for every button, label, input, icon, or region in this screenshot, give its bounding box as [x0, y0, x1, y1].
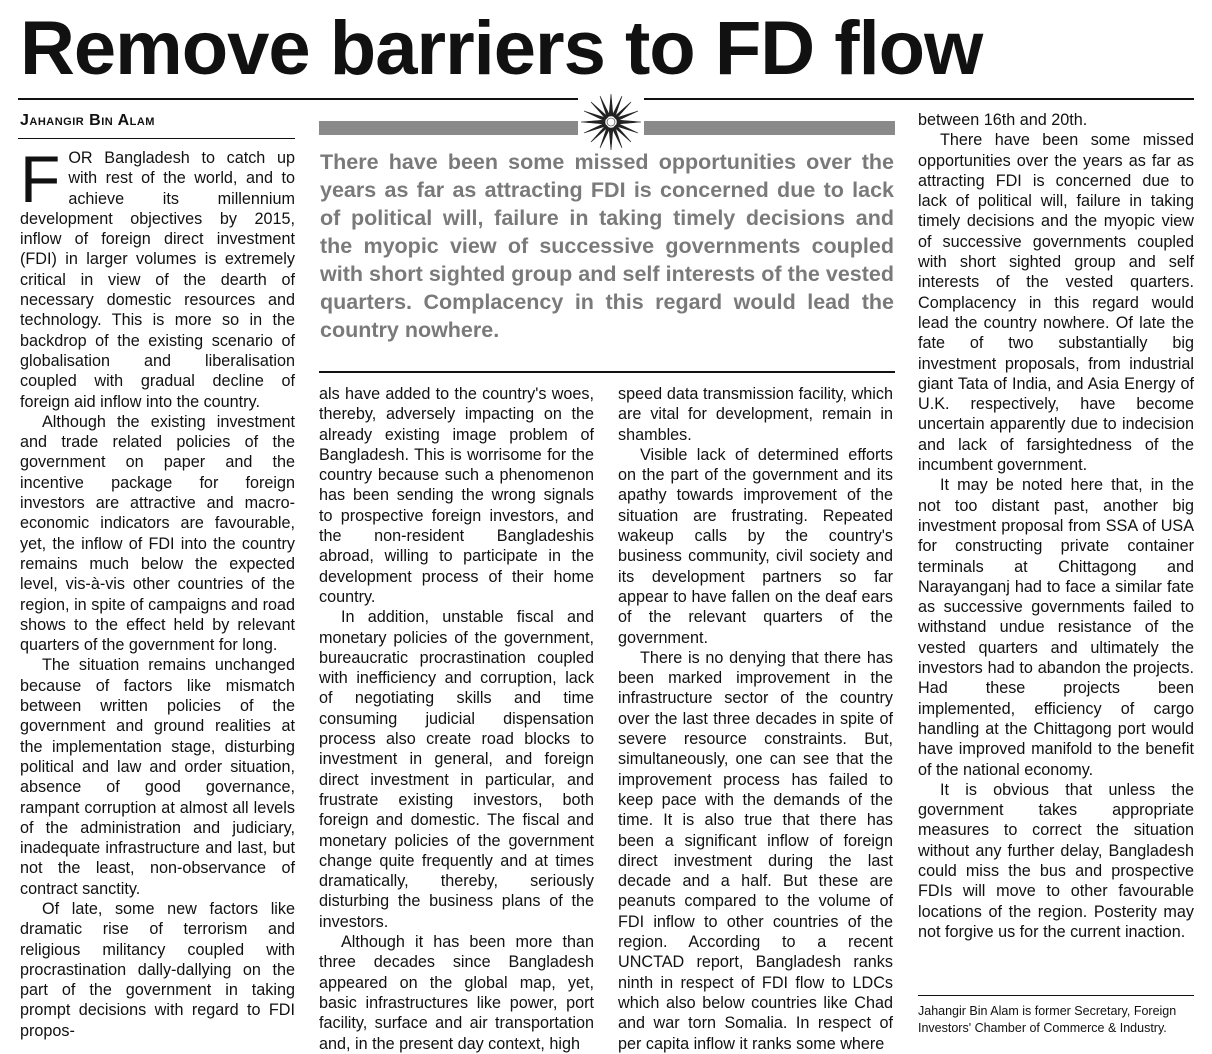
article-column-3 — [618, 384, 893, 1054]
article-column-1 — [20, 142, 295, 1041]
headline: Remove barriers to FD flow — [20, 6, 983, 91]
article-paragraph — [20, 142, 295, 412]
article-paragraph: Visible lack of determined efforts on the part of the government and its apathy towards improvement of the situation are frustrating. Repeated wakeup calls by the country's business community, civil society and its development partners so far appear to have fallen on the deaf ears of the relevant quarters of the government. — [618, 445, 893, 647]
article-paragraph: In addition, unstable fiscal and monetary policies of the government, bureaucratic procrastination coupled with inefficiency and corruption, lack of negotiating skills and time consuming judicial dispensation process also create road blocks to investment in general, and foreign direct investment in particular, and frustrate existing investors, both foreign and domestic. The fiscal and monetary policies of the government change quite frequently and at times dramatically, thereby, seriously disturbing the business plans of the investors. — [319, 608, 594, 931]
pull-quote: There have been some missed opportunities over the years as far as attracting FDI is concerned due to lack of political will, failure in taking timely decisions and the myopic view of successive governments coupled with short sighted group and self interests of the vested quarters. Complacency in this regard would lead the country nowhere. — [320, 150, 894, 342]
article-paragraph: Although the existing investment and trade related policies of the government on paper and the incentive package for foreign investors are attractive and macro-economic indicators are favourable, yet, the inflow of FDI into the country remains much below the expected level, vis-à-vis other countries of the region, in spite of campaigns and road shows to the effect held by relevant quarters of the government for long. — [20, 412, 295, 655]
paragraph-text: OR Bangladesh to catch up with rest of the world, and to achieve its millennium development objectives by 2015, inflow of foreign direct investment (FDI) in larger volumes is extremely critical in view of the dearth of necessary domestic resources and technology. This is more so in the backdrop of the existing scenario of globalisation and liberalisation coupled with gradual decline of foreign aid inflow into the country. — [20, 149, 295, 411]
drop-cap: F — [20, 142, 61, 216]
starburst-icon — [578, 92, 644, 152]
author-bio-rule — [918, 995, 1194, 996]
article-paragraph: There is no denying that there has been marked improvement in the infrastructure sector of the country over the last three decades in spite of severe resource constraints. But, simultaneously, one can see that the improvement process has failed to keep pace with the demands of the time. It is also true that there has been a significant inflow of foreign direct investment during the last decade and a half. But these are peanuts compared to the volume of FDI inflow to other countries of the region. According to a recent UNCTAD report, Bangladesh ranks ninth in respect of FDI flow to LDCs which also below countries like Chad and war torn Somalia. In respect of per capita inflow it ranks some where — [618, 648, 893, 1053]
pull-quote-rule — [319, 371, 895, 373]
article-paragraph: Of late, some new factors like dramatic rise of terrorism and religious militancy coupled with procrastination dally-dallying on the part of the government in taking prompt decisions with regard to FDI propos- — [20, 899, 295, 1040]
article-paragraph: There have been some missed opportunities over the years as far as attracting FDI is concerned due to lack of political will, failure in taking timely decisions and the myopic view of successive governments coupled with short sighted group and self interests of the vested quarters. Complacency in this regard would lead the country nowhere. Of late the fate of two substantially big investment proposals, from industrial giant Tata of India, and Asia Energy of U.K. respectively, have become uncertain apparently due to indecision and lack of farsightedness of the incumbent government. — [918, 131, 1194, 475]
article-paragraph: It is obvious that unless the government takes appropriate measures to correct the situation without any further delay, Bangladesh could miss the bus and prospective FDIs will move to other favourable locations of the region. Posterity may not forgive us for the current inaction. — [918, 780, 1194, 941]
byline: Jahangir Bin Alam — [20, 112, 155, 129]
article-column-2 — [319, 384, 594, 1054]
article-paragraph: Although it has been more than three decades since Bangladesh appeared on the global map, yet, basic infrastructures like power, port facility, surface and air transportation and, in the present day context, high — [319, 933, 594, 1053]
article-paragraph: The situation remains unchanged because of factors like mismatch between written policies of the government and ground realities at the implementation stage, disturbing political and law and order situation, absence of good governance, rampant corruption at almost all levels of the administration and judiciary, inadequate infrastructure and last, but not the least, non-observance of contract sanctity. — [20, 656, 295, 898]
article-paragraph: It may be noted here that, in the not too distant past, another big investment proposal from SSA of USA for constructing private container terminals at Chittagong and Narayanganj had to face a similar fate as successive governments failed to withstand undue resistance of the vested quarters and ultimately the investors had to abandon the projects. Had these projects been implemented, efficiency of cargo handling at the Chittagong port would have improved manifold to the benefit of the national economy. — [918, 476, 1194, 779]
article-paragraph: between 16th and 20th. — [918, 111, 1088, 129]
article-column-4 — [918, 110, 1194, 942]
article-paragraph: als have added to the country's woes, thereby, adversely impacting on the already existing image problem of Bangladesh. This is worrisome for the country because such a phenomenon has been sending the wrong signals to prospective foreign investors, and the non-resident Bangladeshis abroad, willing to participate in the development process of their home country. — [319, 385, 594, 606]
author-bio: Jahangir Bin Alam is former Secretary, Foreign Investors' Chamber of Commerce & Industry. — [918, 1004, 1177, 1035]
article-paragraph: speed data transmission facility, which are vital for development, remain in shambles. — [618, 385, 893, 444]
byline-rule — [18, 138, 295, 139]
